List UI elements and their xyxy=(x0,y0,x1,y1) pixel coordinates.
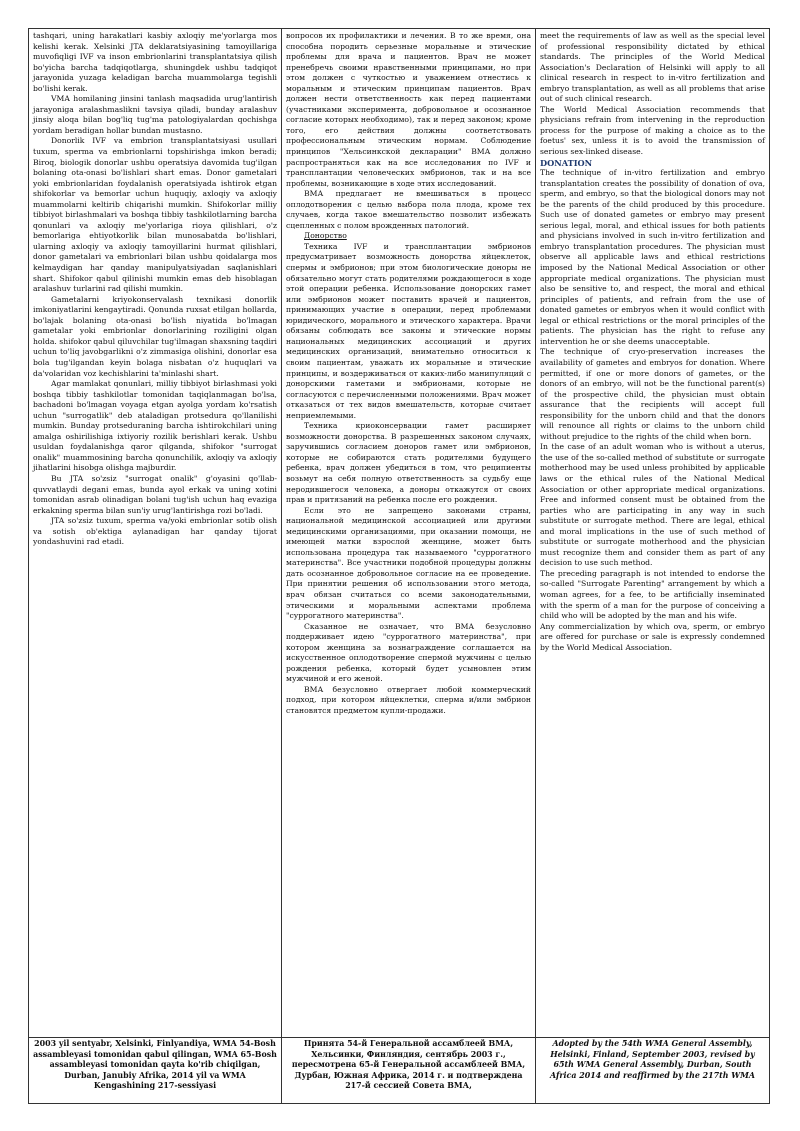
russian-column xyxy=(282,28,536,1038)
paragraph: Donorlik IVF va embrion transplantatsiyasi usullari tuxum, sperma va embrionlarni topshirishga imkon beradi; Biroq, biologik donorlar ushbu operatsiya davomida tug'ilgan bolaning ota-onasi bo'lishlari shart emas. Donor gametalari yoki embrionlaridan foydalanish operatsiyada ishtirok etgan shifokorlar va bemorlar uchun huquqiy, axloqiy va axloqiy muammolarni keltirib chiqarishi mumkin. Shifokorlar milliy tibbiyot birlashmalari va boshqa tibbiy tashkilotlarning barcha qonunlari va axloqiy me'yorlariga rioya qilishlari, o'z bemorlariga ehtiyotkorlik bilan munosabatda bo'lishlari, ularning axloqiy va axloqiy tamoyillarini hurmat qilishlari, donor gametalari va embrionlari bilan ushbu qoidalarga mos kelmaydigan har qanday manipulyatsiyadan saqlanishlari shart. Shifokor qabul qilinishi mumkin emas deb hisoblagan aralashuv turlarini rad qilishi mumkin. xyxy=(33,136,277,294)
paragraph: In the case of an adult woman who is without a uterus, the use of the so-called method of substitute or surrogate motherhood may be used unless prohibited by applicable laws or the ethical rules of the National Medical Association or other appropriate medical organizations. Free and informed consent must be obtained from the parties who are participating in any way in such substitute or surrogate method. There are legal, ethical and moral implications in the use of such method of substitute or surrogate motherhood and the physician must recognize them and consider them as part of any decision to use such method. xyxy=(540,442,765,568)
paragraph: ВМА безусловно отвергает любой коммерческий подход, при котором яйцеклетки, сперма и/или эмбрион становятся предметом купли-продажи. xyxy=(286,684,531,715)
uzbek-adoption-note: 2003 yil sentyabr, Xelsinki, Finlyandiya, WMA 54-Bosh assambleyasi tomonidan qabul qilingan, WMA 65-Bosh assambleyasi tomonidan qayta ko'rib chiqilgan, Durban, Janubiy Afrika, 2014 yil va WMA Kengashining 217-sessiyasi xyxy=(28,1038,282,1104)
english-column xyxy=(536,28,770,1038)
paragraph: вопросов их профилактики и лечения. В то же время, она способна породить серьезные моральные и этические проблемы для врача и пациентов. Врач не может пренебречь своими нравственными принципами, но при этом должен с чуткостью и уважением отнестись к моральным и этическим принципам пациентов. Врач должен нести ответственность как перед пациентами (участниками эксперимента, добровольное и осознанное согласие которых необходимо), так и перед законом; кроме того, его действия должны соответствовать профессиональным этическим нормам. Соблюдение принципов "Хельсинкской декларации" ВМА должно распространяться как на все исследования по IVF и трансплантации человеческих эмбрионов, так и на все проблемы, возникающие в ходе этих исследований. xyxy=(286,31,531,188)
paragraph: Техника криоконсервации гамет расширяет возможности донорства. В разрешенных законом случаях, заручившись согласием доноров гамет или эмбрионов, которые не собираются стать родителями будущего ребенка, врач должен убедиться в том, что реципиенты возьмут на себя полную ответственность за судьбу еще неродившегося человека, а доноры откажутся от своих прав и притязаний на ребенка после его рождения. xyxy=(286,421,531,505)
three-language-table xyxy=(28,28,770,1038)
paragraph: Если это не запрещено законами страны, национальной медицинской ассоциацией или другими медицинскими организациями, при оказании помощи, не имеющей матки взрослой женщине, может быть использована процедура так называемого "суррогатного материнства". Все участники подобной процедуры должны дать осознанное добровольное согласие на ее проведение. При принятии решения об использовании этого метода, врач обязан считаться со всеми законодательными, этическими и моральными аспектами проблема "суррогатного материнства". xyxy=(286,505,531,621)
paragraph: Bu JTA so'zsiz "surrogat onalik" g'oyasini qo'llab-quvvatlaydi degani emas, bunda ayol erkak va uning xotini tomonidan asrab olinadigan bolani tug'ish uchun haq evaziga erkakning sperma bilan sun'iy urug'lantirishga rozi bo'ladi. xyxy=(33,473,277,515)
english-adoption-note: Adopted by the 54th WMA General Assembly, Helsinki, Finland, September 2003, revised by 65th WMA General Assembly, Durban, South Africa 2014 and reaffirmed by the 217th WMA xyxy=(536,1038,770,1104)
paragraph: meet the requirements of law as well as the special level of professional responsibility dictated by ethical standards. The principles of the World Medical Association's Declaration of Helsinki will apply to all clinical research in respect to in-vitro fertilization and embryo transplantation, as well as all problems that arise out of such clinical research. xyxy=(540,31,765,104)
paragraph: Any commercialization by which ova, sperm, or embryo are offered for purchase or sale is expressly condemned by the World Medical Association. xyxy=(540,621,765,652)
adoption-footer-row xyxy=(28,1038,770,1104)
paragraph: Сказанное не означает, что ВМА безусловно поддерживает идею "суррогатного материнства", при котором женщина за вознаграждение соглашается на искусственное оплодотворение спермой мужчины с целью рождения ребенка, который будет усыновлен этим мужчиной и его женой. xyxy=(286,621,531,684)
paragraph: The World Medical Association recommends that physicians refrain from intervening in the reproduction process for the purpose of making a choice as to the foetus' sex, unless it is to avoid the transmission of serious sex-linked disease. xyxy=(540,104,765,157)
paragraph: tashqari, uning harakatlari kasbiy axloqiy me'yorlarga mos kelishi kerak. Xelsinki JTA deklaratsiyasining tamoyillariga muvofiqligi IVF va inson embrionlarini transplantatsiya qilish bo'yicha barcha tadqiqotlarga, shuningdek ushbu tadqiqot jarayonida yuzaga keladigan barcha muammolarga tegishli bo'lishi kerak. xyxy=(33,31,277,93)
paragraph: Техника IVF и трансплантации эмбрионов предусматривает возможность донорства яйцеклеток, спермы и эмбрионов; при этом биологические доноры не обязательно могут стать родителями рождающегося в ходе этой операции ребенка. Использование донорских гамет или эмбрионов может поставить врачей и пациентов, принимающих участие в операции, перед проблемами юридического, морального и этического характера. Врачи обязаны соблюдать все законы и этические нормы национальных медицинских ассоциаций и других медицинских организаций, внимательно относиться к своим пациентам, уважать их моральные и этические принципы, и воздерживаться от каких-либо манипуляций с донорскими гаметами и эмбрионами, которые не согласуются с перечисленными положениями. Врач может отказаться от тех видов вмешательств, которые считает неприемлемыми. xyxy=(286,241,531,420)
paragraph: The preceding paragraph is not intended to endorse the so-called "Surrogate Parenting" arrangement by which a woman agrees, for a fee, to be artificially inseminated with the sperm of a man for the purpose of conceiving a child who will be adopted by the man and his wife. xyxy=(540,568,765,621)
paragraph: Gametalarni kriyokonservalash texnikasi donorlik imkoniyatlarini kengaytiradi. Qonunda ruxsat etilgan hollarda, bo'lajak bolaning ota-onasi bo'lish niyatida bo'lmagan gametalar yoki embrionlar donorlarining roziligini olgan holda. shifokor qabul qiluvchilar tug'ilmagan shaxsning taqdiri uchun to'liq javobgarlikni o'z zimmasiga olishini, donorlar esa bola tug'ilgandan keyin bolaga nisbatan o'z huquqlari va da'volaridan voz kechishlarini ta'minlashi shart. xyxy=(33,294,277,378)
russian-adoption-note: Принята 54-й Генеральной ассамблеей ВМА, Хельсинки, Финляндия, сентябрь 2003 г., пересмотрена 65-й Генеральной ассамблеей ВМА, Дурбан, Южная Африка, 2014 г. и подтверждена 217-й сессией Совета ВМА, xyxy=(282,1038,536,1104)
paragraph: The technique of in-vitro fertilization and embryo transplantation creates the possibility of donation of ova, sperm, and embryo, so that the biological donors may not be the parents of the child produced by this procedure. Such use of donated gametes or embryo may present serious legal, moral, and ethical issues for both patients and physicians involved in such in-vitro fertilization and embryo transplantation procedures. The physician must observe all applicable laws and ethical restrictions imposed by the National Medical Association or other appropriate medical organizations. The physician must also be sensitive to, and respect, the moral and ethical principles of patients, and refrain from the use of donated gametes or embryos when it would conflict with legal or ethical restrictions or the moral principles of the patients. The physician has the right to refuse any intervention he or she deems unacceptable. xyxy=(540,168,765,346)
document-page xyxy=(28,28,770,1104)
paragraph: JTA so'zsiz tuxum, sperma va/yoki embrionlar sotib olish va sotish ob'ektiga aylanadigan har qanday tijorat yondashuvini rad etadi. xyxy=(33,516,277,547)
paragraph: VMA homilaning jinsini tanlash maqsadida urug'lantirish jarayoniga aralashmaslikni tavsiya qiladi, bunday aralashuv jinsiy aloqa bilan bog'liq tug'ma patologiyalardan qochishga yordam beradigan hollar bundan mustasno. xyxy=(33,94,277,135)
section-heading: Донорство xyxy=(304,231,347,241)
uzbek-column xyxy=(28,28,282,1038)
section-heading: DONATION xyxy=(540,157,593,168)
paragraph: Agar mamlakat qonunlari, milliy tibbiyot birlashmasi yoki boshqa tibbiy tashkilotlar tomonidan taqiqlanmagan bo'lsa, bachadoni bo'lmagan voyaga etgan ayolga yordam ko'rsatish uchun "surrogatlik" deb ataladigan protsedura qo'llanilishi mumkin. Bunday protseduraning barcha ishtirokchilari uning amalga oshirilishiga ixtiyoriy rozilik berishlari kerak. Ushbu usuldan foydalanishga qaror qilganda, shifokor "surrogat onalik" muammosining barcha qonunchilik, axloqiy va axloqiy jihatlarini hisobga olishga majburdir. xyxy=(33,379,277,473)
paragraph: ВМА предлагает не вмешиваться в процесс оплодотворения с целью выбора пола плода, кроме тех случаев, когда такое вмешательство позволит избежать сцепленных с полом врожденных патологий. xyxy=(286,189,531,230)
paragraph: The technique of cryo-preservation increases the availability of gametes and embryos for donation. Where permitted, if one or more donors of gametes, or the donors of an embryo, will not be the functional parent(s) of the prospective child, the physician must obtain assurance that the recipients will accept full responsibility for the unborn child and that the donors will renounce all rights or claims to the unborn child without prejudice to the rights of the child when born. xyxy=(540,347,765,441)
